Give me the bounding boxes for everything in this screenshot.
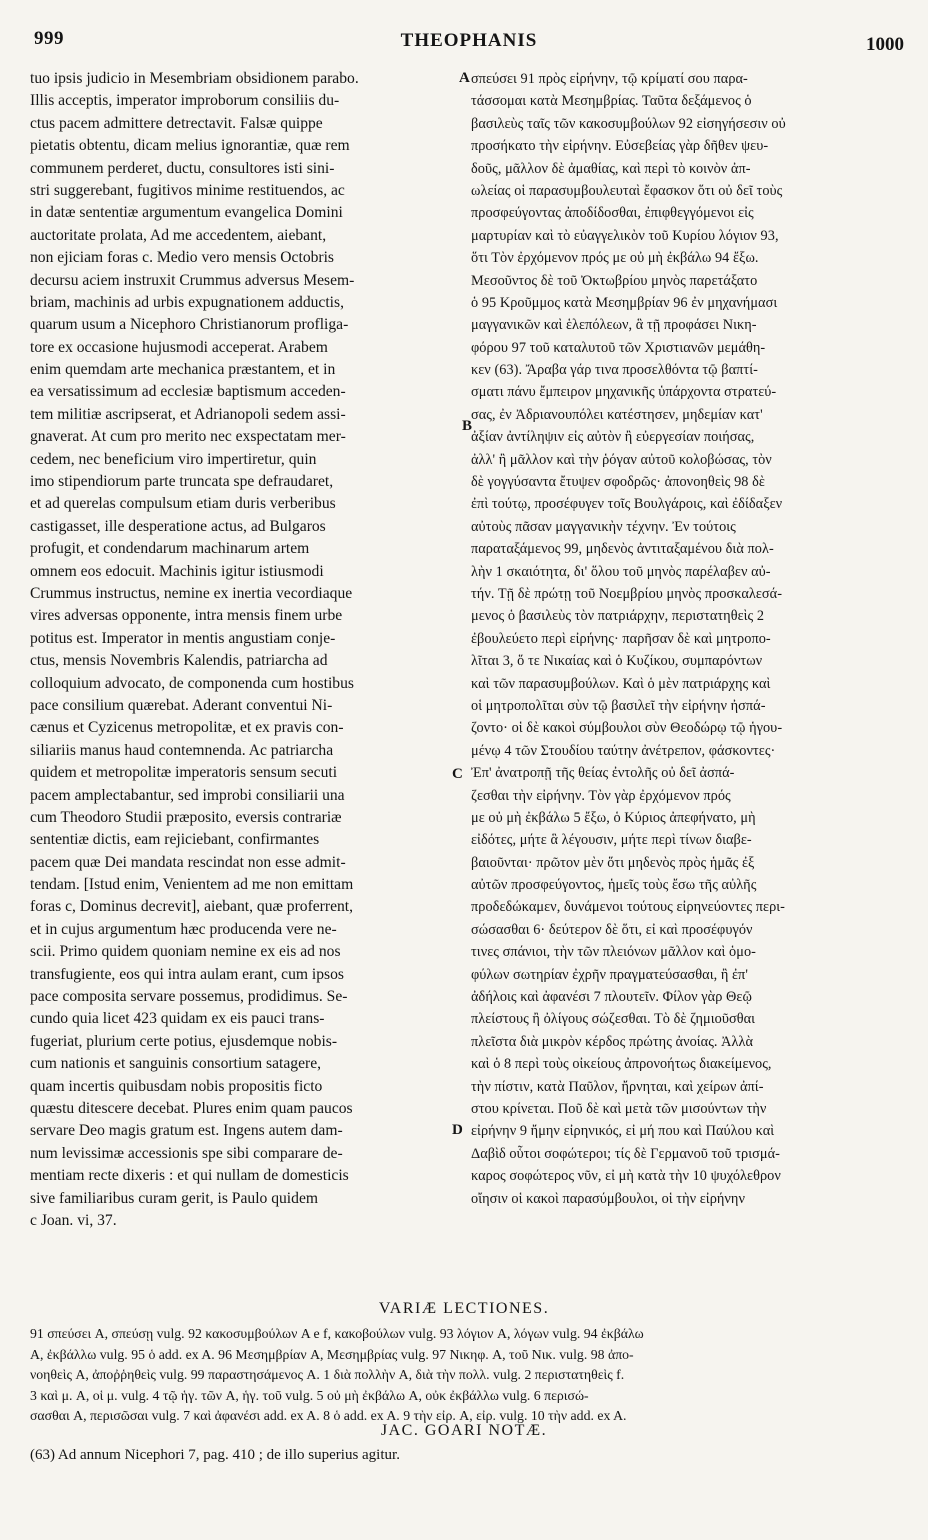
latin-text-line: auctoritate prolata, Ad me accedentem, aiebant, [30,226,327,244]
latin-text-line: et ad querelas compulsum etiam duris verberibus [30,495,336,513]
greek-text-line: προδεδώκαμεν, δυνάμενοι τούτους εἰρηνεύοντες περι- [471,899,785,916]
latin-text-line: quam incertis quibusdam nobis propositis ficto [30,1077,323,1095]
latin-text-line: foras c, Dominus decrevit], aiebant, quæ proferrent, [30,898,354,916]
latin-text-line: briam, machinis ad urbis expugnationem adductis, [30,293,344,311]
latin-text-line: cum nationis et sanguinis consortium satagere, [30,1055,322,1073]
latin-text-line: et in cujus argumentum hæc producenda vere ne- [30,920,337,938]
latin-text-line: tendam. [Istud enim, Venientem ad me non emittam [30,876,354,894]
greek-text-line: τινες σπάνιοι, τὴν τῶν πλειόνων μᾶλλον καὶ ὁμο- [471,944,756,961]
greek-text-line: ὅτι Τὸν ἐρχόμενον πρός με οὐ μὴ ἐκβάλω 94 ἔξω. [471,250,759,267]
variant-reading-line: 3 καὶ μ. A, οἱ μ. vulg. 4 τῷ ἡγ. τῶν A, ἡγ. τοῦ vulg. 5 οὐ μὴ ἐκβάλω A, οὐκ ἐκβάλλω vulg. 6 περισώ- [30,1387,589,1403]
latin-text-line: imo stipendiorum parte truncata spe defraudaret, [30,473,334,491]
latin-text-line: sententiæ dictis, eam rejiciebant, confirmantes [30,831,320,849]
greek-text-line: τήν. Τῇ δὲ πρώτῃ τοῦ Νοεμβρίου μηνὸς προσκαλεσά- [471,585,783,602]
latin-text-line: pace composita servare possemus, prodidimus. Se- [30,988,348,1006]
latin-text-line: num levissimæ accessionis spe sibi comparare de- [30,1144,343,1162]
latin-text-line: pacem amplectabantur, sed improbi consiliarii una [30,786,345,804]
latin-text-line: Illis acceptis, imperator improborum consiliis du- [30,92,340,110]
greek-text-line: φόρου 97 τοῦ καταλυτοῦ τῶν Χριστιανῶν μεμάθη- [471,339,766,356]
variant-reading-line: 91 σπεύσει A, σπεύσῃ vulg. 92 κακοσυμβούλων A e f, κακοβούλων vulg. 93 λόγιον A, λόγων vulg. 94 ἐκβάλω [30,1326,644,1341]
greek-text-line: αὐτῶν προσφεύγοντος, ἡμεῖς τοὺς ἔσω τῆς αὐλῆς [471,877,757,894]
latin-text-line: cedem, nec beneficium viro impertiretur, quin [30,450,317,468]
greek-text-line: σπεύσει 91 πρὸς εἰρήνην, τῷ κρίματί σου παρα- [471,71,748,87]
latin-text-line: stri suggerebant, fugitivos minime restituendos, ac [30,181,345,199]
variae-lectiones-title: VARIÆ LECTIONES. [378,1300,550,1317]
page-number-right: 1000 [866,34,904,55]
latin-text-line: profugit, et condendarum machinarum artem [30,540,310,558]
latin-text-line: in datæ sententiæ argumentum evangelica Domini [30,204,343,222]
greek-text-line: με οὐ μὴ ἐκβάλω 5 ἔξω, ὁ Κύριος ἀπεφήνατο, μὴ [471,809,756,826]
page-number-left: 999 [34,28,64,49]
greek-text-line: σώσασθαι 6· δεύτερον δὲ ὅτι, εἰ καὶ προσέφυγόν [471,921,753,938]
note-line: (63) Ad annum Nicephori 7, pag. 410 ; de illo superius agitur. [30,1447,400,1463]
margin-marker-c: C [452,766,463,782]
latin-text-line: c Joan. vi, 37. [30,1211,117,1229]
latin-text-line: ctus pacem admittere detrectavit. Falsæ quippe [30,114,323,132]
greek-text-line: ωλείας οἱ παρασυμβουλευταὶ ἔφασκον ὅτι οὐ δεῖ τοὺς [471,182,783,199]
greek-text-line: προσφεύγοντας ἀποδίδοσθαι, ἐπιφθεγγόμενοι εἰς [471,205,754,222]
latin-text-line: servare Deo magis gratum est. Ingens autem dam- [30,1122,343,1140]
latin-text-line: Crummus instructus, nemine ex inertia vecordiaque [30,584,353,602]
greek-text-line: τὴν πίστιν, κατὰ Παῦλον, ἤρνηται, καὶ χείρων ἀπί- [471,1078,764,1095]
latin-text-line: scii. Primo quidem quoniam nemine ex eis ad nos [30,943,341,961]
greek-text-line: εἰδότες, μήτε ἃ λέγουσιν, μήτε περὶ τίνων διαβε- [471,832,752,849]
greek-text-line: ἀλλ' ἢ μᾶλλον καὶ τὴν ῥόγαν αὐτοῦ κολοβώσας, τὸν [471,451,772,468]
latin-text-line: cænus et Cyzicenus metropolitæ, et ex pravis con- [30,719,344,737]
latin-text-line: cum Theodoro Studii præposito, eversis contrariæ [30,808,342,826]
margin-marker-a: A [459,70,470,86]
latin-text-line: omnem eos edocuit. Machinis igitur istiusmodi [30,562,324,580]
latin-text-line: communem perderet, ductu, consultores isti sini- [30,159,335,177]
latin-column [30,68,457,1300]
latin-text-line: castigasset, ille desperatione actus, ad Bulgaros [30,517,326,535]
greek-text-line: Δαβὶδ οὗτοι σοφώτεροι; τίς δὲ Γερμανοῦ τοῦ τρισμά- [471,1145,780,1162]
running-header [34,28,904,62]
latin-text-line: siliariis manus haud contemnenda. Ac patriarcha [30,741,334,759]
goar-notes [30,1444,900,1466]
notes-title: JAC. GOARI NOTÆ. [380,1422,548,1439]
latin-text-line: vires adversas opponente, intra mensis finem urbe [30,607,343,625]
greek-text-line: πλείστους ἢ ὀλίγους σώζεσθαι. Τὸ δὲ ζημιοῦσθαι [471,1011,756,1028]
greek-text-line: καὶ ὁ 8 περὶ τοὺς οἰκείους ἀπρονοήτως διακείμενος, [471,1056,772,1073]
latin-text-line: gnaverat. At cum pro merito nec exspectatam mer- [30,428,346,446]
greek-text-line: σματι πάνυ ἔμπειρον μηχανικῆς ὑπάρχοντα στρατεύ- [471,384,777,401]
greek-text-line: καὶ τῶν παρασυμβούλων. Καὶ ὁ μὲν πατριάρχης καὶ [471,675,771,692]
greek-text-line: βασιλεὺς ταῖς τῶν κακοσυμβούλων 92 εἰσηγήσεσιν οὐ [471,115,786,132]
latin-text-line: tuo ipsis judicio in Mesembriam obsidionem parabo. [30,70,359,87]
variant-reading-line: σασθαι A, περισῶσαι vulg. 7 καὶ ἀφανέσι add. ex A. 8 ὁ add. ex A. 9 τὴν εἰρ. A, εἰρ. vulg. 10 τὴν add. ex A. [30,1408,627,1423]
latin-text-line: ea versatissimum ad ecclesiæ baptismum acceden- [30,383,346,401]
greek-text-line: δοῦς, μᾶλλον δὲ ἀμαθίας, καὶ περὶ τὸ κοινὸν ἀπ- [471,160,751,177]
greek-text-line: ζοντο· οἱ δὲ κακοὶ σύμβουλοι σὺν Θεοδώρῳ τῷ ἡγου- [471,720,783,737]
latin-text-line: tore ex occasione hujusmodi acceperat. Arabem [30,338,328,356]
greek-text-line: μαρτυρίαν καὶ τὸ εὐαγγελικὸν τοῦ Κυρίου λόγιον 93, [471,227,779,244]
greek-text-line: τάσσομαι κατὰ Μεσημβρίας. Ταῦτα δεξάμενος ὁ [471,93,752,110]
greek-text-line: οἴησιν οἱ κακοὶ παρασύμβουλοι, οἱ τὴν εἰρήνην [471,1190,745,1207]
greek-text-line: προσήκατο τὴν εἰρήνην. Εὐσεβείας γὰρ δῆθεν ψευ- [471,138,769,155]
latin-text-line: fugeriat, plurium certe potius, ejusdemque nobis- [30,1032,338,1050]
latin-text-line: cundo quia licet 423 quidam ex eis pauci trans- [30,1010,325,1028]
greek-text-line: ἀδήλοις καὶ ἀφανέσι 7 πλουτεῖν. Φίλον γὰρ Θεῷ [471,989,752,1006]
greek-text-line: λὴν 1 σκαιότητα, δι' ὅλου τοῦ μηνὸς παρέλαβεν αὐ- [471,563,771,580]
greek-text-line: βαιοῦνται· πρῶτον μὲν ὅτι μηδενὸς πρὸς ἡμᾶς ἐξ [471,854,755,871]
running-title: THEOPHANIS [400,30,538,51]
latin-text-line: ctus, mensis Novembris Kalendis, patriarcha ad [30,652,328,670]
greek-text-line: ἐβουλεύετο περὶ εἰρήνης· παρῆσαν δὲ καὶ μητροπο- [471,630,771,647]
greek-text-line: μαγγανικῶν καὶ ἑλεπόλεων, ἃ τῇ προφάσει Νικη- [471,317,757,334]
greek-text-line: φύλων σωτηρίαν ἐχρῆν πραγματεύσασθαι, ἢ ἐπ' [471,966,748,983]
latin-text-line: non ejiciam foras c. Medio vero mensis Octobris [30,249,335,267]
latin-text-line: colloquium advocato, de componenda cum hostibus [30,674,354,692]
latin-text-line: enim quemdam arte mechanica præstantem, et in [30,361,336,379]
greek-text-line: μενος ὁ βασιλεὺς τὸν πατριάρχην, περιστατηθεὶς 2 [471,608,765,625]
greek-text-line: λῖται 3, ὅ τε Νικαίας καὶ ὁ Κυζίκου, συμπαρόντων [471,653,763,670]
greek-text-line: ὁ 95 Κροῦμμος κατὰ Μεσημβρίαν 96 ἐν μηχανήμασι [471,294,778,311]
greek-column [471,68,903,1300]
greek-text-line: οἱ μητροπολῖται σὺν τῷ βασιλεῖ τὴν εἰρήνην ἠσπά- [471,697,766,714]
greek-text-line: Ἐπ' ἀνατροπῇ τῆς θείας ἐντολῆς οὐ δεῖ ἀσπά- [471,765,735,782]
variant-reading-line: A, ἐκβάλλω vulg. 95 ὁ add. ex A. 96 Μεσημβρίαν A, Μεσημβρίας vulg. 97 Νικηφ. A, τοῦ Νικ. vulg. 98 ἀπο- [30,1346,634,1362]
latin-text-line: potitus est. Imperator in mentis angustiam conje- [30,629,336,647]
greek-text-line: δὲ γογγύσαντα ἔτυψεν σφοδρῶς· ἀπονοηθεὶς 98 δὲ [471,474,765,491]
latin-text-line: pacem quæ Dei mandata rescindat non esse admit- [30,853,346,871]
latin-text-line: quarum usum a Nicephoro Christianorum profliga- [30,316,349,334]
greek-text-line: κεν (63). Ἄραβα γάρ τινα προσελθόντα τῷ βαπτί- [471,362,758,379]
latin-text-line: quidem et metropolitæ imperatoris sensum secuti [30,764,338,782]
greek-text-line: ἐπὶ τούτῳ, προσέφυγεν τοῖς Βουλγάροις, καὶ ἐδίδαξεν [471,496,783,513]
greek-text-line: ζεσθαι τὴν εἰρήνην. Τὸν γὰρ ἐρχόμενον πρός [471,787,731,804]
latin-text-line: transfugiente, eos qui intra aulam erant, cum ipsos [30,965,344,983]
greek-text-line: στου κρίνεται. Ποῦ δὲ καὶ μετὰ τῶν μισούντων τὴν [471,1100,767,1117]
latin-text-line: mentiam recte dixeris : et qui nullam de domesticis [30,1167,349,1185]
greek-text-line: μένῳ 4 τῶν Στουδίου ταύτην ἀνέτρεπον, φάσκοντες· [471,742,776,759]
greek-text-line: καρος σοφώτερος νῦν, εἰ μὴ κατὰ τὴν 10 ψυχόλεθρον [471,1168,781,1185]
latin-text-line: pace consilium quærebat. Aderant conventui Ni- [30,696,333,714]
greek-text-line: σας, ἐν Ἀδριανουπόλει κατέστησεν, μηδεμίαν κατ' [471,406,763,423]
latin-text-line: sive familiaribus curam gerit, is Paulo quidem [30,1189,318,1207]
latin-text-line: pietatis obtentu, dicam melius ignorantiæ, quæ rem [30,137,350,155]
variant-reading-line: νοηθεὶς A, ἀποῤῥηθεὶς vulg. 99 παραστησάμενος A. 1 διὰ πολλὴν A, διὰ τὴν πολλ. vulg. 2 περιστατηθεὶς f. [30,1367,625,1382]
greek-text-line: εἰρήνην 9 ἤμην εἰρηνικός, εἰ μή που καὶ Παύλου καὶ [471,1123,775,1140]
greek-text-line: παραταξάμενος 99, μηδενὸς ἀντιταξαμένου διὰ πολ- [471,541,774,558]
greek-text-line: αὐτοὺς πᾶσαν μαγγανικὴν τέχνην. Ἐν τούτοις [471,518,736,535]
latin-text-line: quæstu ditescere decebat. Plures enim quam paucos [30,1099,353,1117]
latin-text-line: tem militiæ ascripserat, et Adrianopoli sedem assi- [30,405,346,423]
margin-marker-d: D [452,1122,463,1138]
greek-text-line: Μεσοῦντος δὲ τοῦ Ὀκτωβρίου μηνὸς παρετάξατο [471,272,758,289]
variae-lectiones [30,1324,900,1427]
margin-marker-b: B [462,418,473,434]
greek-text-line: πλεῖστα διὰ μικρὸν κέρδος πρώτης ἀνοίας. Ἀλλὰ [471,1033,754,1050]
latin-text-line: decursu aciem instruxit Crummus adversus Mesem- [30,271,355,289]
greek-text-line: ἀξίαν ἀντίληψιν εἰς αὐτὸν ἢ εὐεργεσίαν ποιήσας, [471,429,755,446]
